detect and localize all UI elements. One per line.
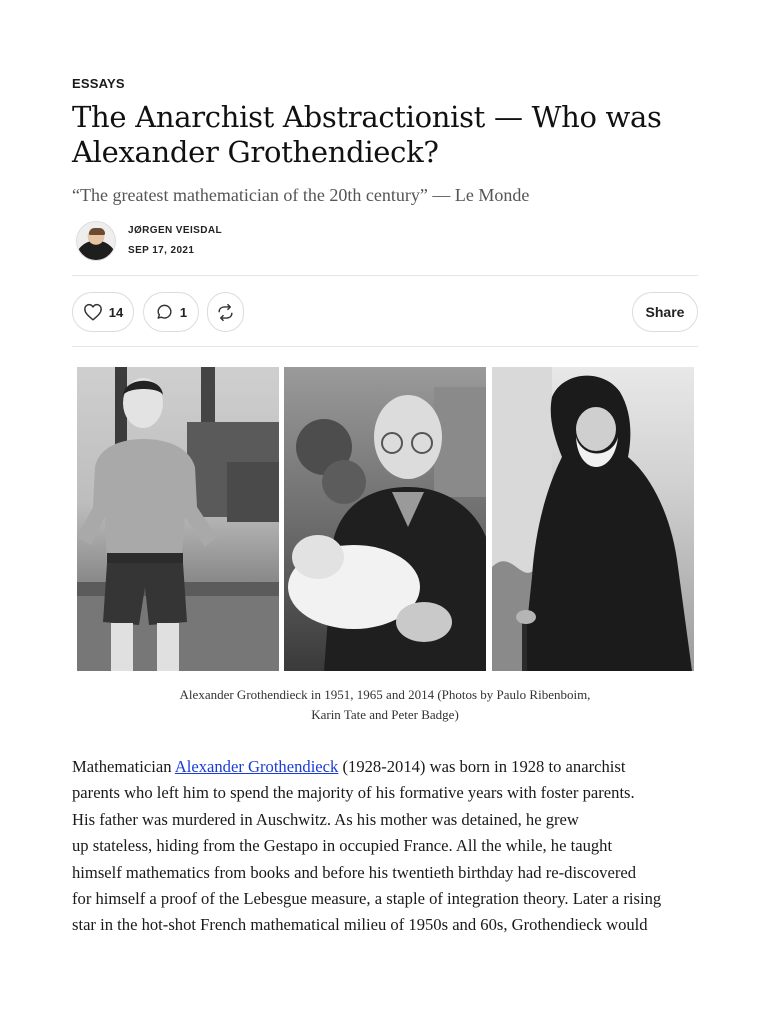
restack-icon [216, 303, 235, 322]
caption-line: Karin Tate and Peter Badge) [311, 707, 459, 722]
author-avatar[interactable] [76, 221, 116, 261]
photo-1951 [77, 367, 279, 671]
byline [72, 221, 472, 263]
body-line: up stateless, hiding from the Gestapo in occupied France. All the while, he taught [72, 836, 613, 856]
like-button[interactable] [72, 292, 134, 332]
post-category[interactable]: ESSAYS [72, 76, 125, 91]
speech-bubble-icon [155, 303, 174, 322]
photo-1965 [284, 367, 486, 671]
body-line: star in the hot-shot French mathematical milieu of 1950s and 60s, Grothendieck would [72, 915, 648, 935]
caption-line: Alexander Grothendieck in 1951, 1965 and 2014 (Photos by Paulo Ribenboim, [179, 687, 591, 702]
body-text-fragment: (1928-2014) was born in 1928 to anarchist [338, 757, 626, 776]
restack-button[interactable] [207, 292, 244, 332]
body-line [72, 754, 698, 780]
divider-bottom [72, 346, 698, 347]
article-body [72, 754, 698, 939]
share-button[interactable]: Share [632, 292, 698, 332]
divider-top [72, 275, 698, 276]
body-text-fragment: Mathematician [72, 757, 175, 776]
photo-triptych [72, 367, 694, 671]
body-line: for himself a proof of the Lebesgue measure, a staple of integration theory. Later a rising [72, 889, 662, 909]
comment-button[interactable] [143, 292, 199, 332]
photo-caption [72, 685, 698, 725]
author-name[interactable]: JØRGEN VEISDAL [128, 225, 222, 236]
photo-2014 [492, 367, 694, 671]
body-line: His father was murdered in Auschwitz. As his mother was detained, he grew [72, 809, 579, 829]
post-actions [72, 292, 698, 332]
comment-count: 1 [179, 304, 188, 320]
body-line: himself mathematics from books and before his twentieth birthday had re-discovered [72, 862, 637, 882]
like-count: 14 [108, 304, 124, 320]
heart-icon [83, 303, 103, 321]
body-line: parents who left him to spend the majority of his formative years with foster parents. [72, 783, 635, 803]
grothendieck-link[interactable]: Alexander Grothendieck [174, 757, 339, 776]
post-subtitle: “The greatest mathematician of the 20th century” — Le Monde [72, 185, 530, 205]
post-title: The Anarchist Abstractionist — Who was Alexander Grothendieck? [72, 100, 662, 169]
post-date: SEP 17, 2021 [128, 245, 195, 256]
